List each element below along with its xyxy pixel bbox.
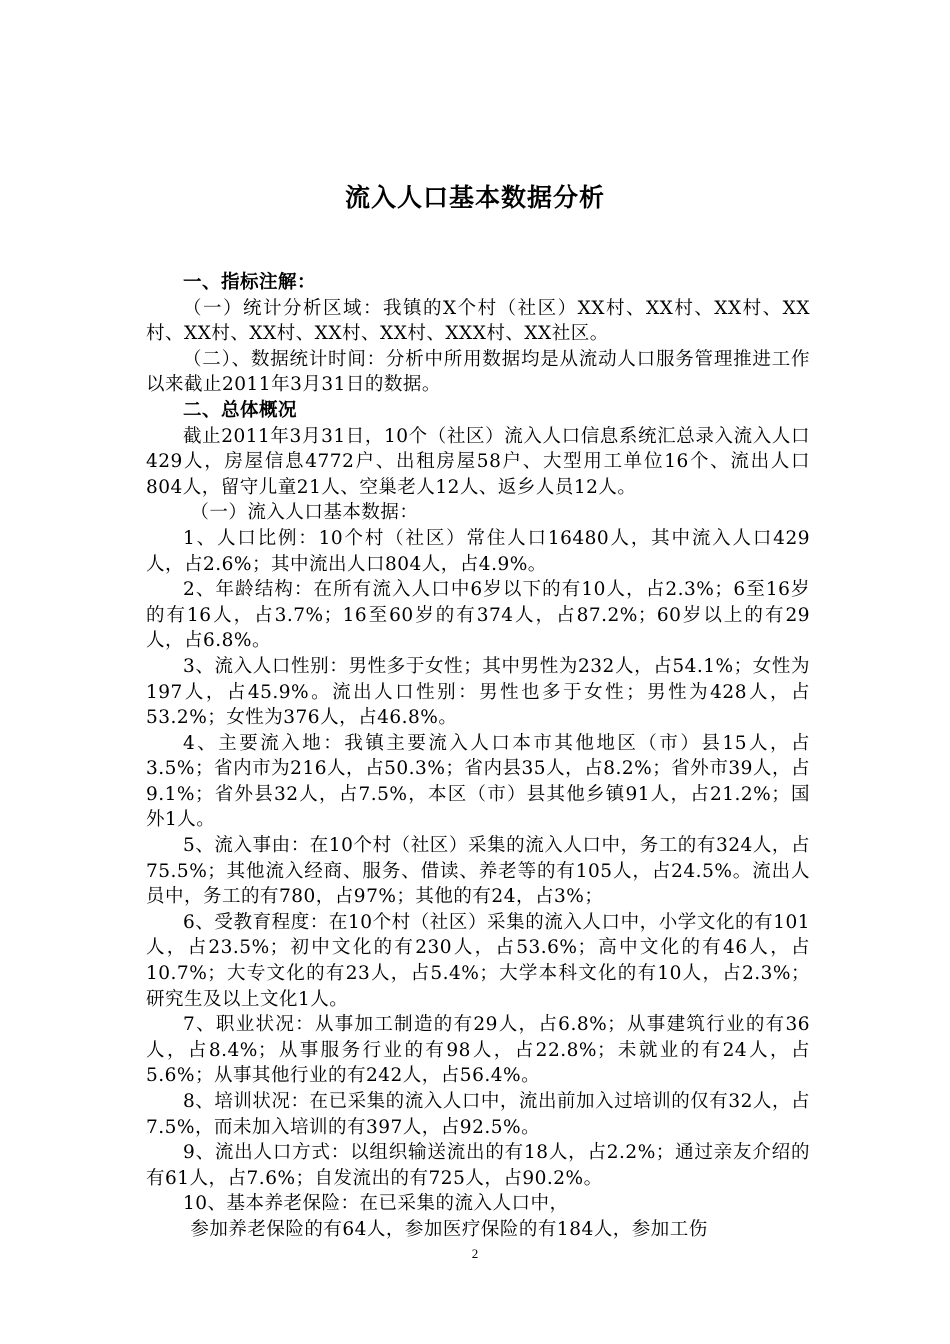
list-item-gender: 3、流入人口性别：男性多于女性；其中男性为232人，占54.1%；女性为197人，占45.9%。流出人口性别：男性也多于女性；男性为428人，占53.2%；女性为376人，占46.8%。 — [146, 655, 810, 729]
subheading-basic-data: （一）流入人口基本数据： — [190, 502, 419, 524]
list-item-training: 8、培训状况：在已采集的流入人口中，流出前加入过培训的仅有32人，占7.5%，而未加入培训的有397人，占92.5%。 — [146, 1091, 810, 1138]
list-item-origin: 4、主要流入地：我镇主要流入人口本市其他地区（市）县15人，占3.5%；省内市为216人，占50.3%；省内县35人，占8.2%；省外市39人，占9.1%；省外县32人，占7.5%，本区（市）县其他乡镇91人，占21.2%；国外1人。 — [146, 732, 810, 831]
list-item-population-ratio: 1、人口比例：10个村（社区）常住人口16480人，其中流入人口429人，占2.6%；其中流出人口804人，占4.9%。 — [146, 527, 810, 575]
section-heading-indicators: 一、指标注解： — [183, 272, 317, 293]
paragraph-overview: 截止2011年3月31日，10个（社区）流入人口信息系统汇总录入流入人口429人，房屋信息4772户、出租房屋58户、大型用工单位16个、流出人口804人，留守儿童21人、空巢老人12人、返乡人员12人。 — [146, 425, 810, 498]
list-item-education: 6、受教育程度：在10个村（社区）采集的流入人口中，小学文化的有101人，占23.5%；初中文化的有230人，占53.6%；高中文化的有46人，占10.7%；大专文化的有23人，占5.4%；大学本科文化的有10人，占2.3%；研究生及以上文化1人。 — [146, 911, 810, 1010]
list-item-reason: 5、流入事由：在10个村（社区）采集的流入人口中，务工的有324人，占75.5%；其他流入经商、服务、借读、养老等的有105人，占24.5%。流出人员中，务工的有780，占97%；其他的有24，占3%； — [146, 835, 810, 908]
document-title: 流入人口基本数据分析 — [344, 183, 605, 212]
page-number: 2 — [471, 1246, 479, 1261]
list-item-pension: 10、基本养老保险：在已采集的流入人口中， — [183, 1193, 569, 1215]
section-heading-overview: 二、总体概况 — [183, 399, 298, 421]
paragraph-stat-time: （二）、数据统计时间：分析中所用数据均是从流动人口服务管理推进工作以来截止2011年3月31日的数据。 — [146, 348, 810, 396]
document-body — [146, 270, 810, 1243]
list-item-age-structure: 2、年龄结构：在所有流入人口中6岁以下的有10人，占2.3%；6至16岁的有16人，占3.7%；16至60岁的有374人，占87.2%；60岁以上的有29人，占6.8%。 — [146, 579, 810, 652]
paragraph-pension-continued: 参加养老保险的有64人，参加医疗保险的有184人，参加工伤 — [190, 1218, 708, 1240]
paragraph-stat-area: （一）统计分析区域：我镇的X个村（社区）XX村、XX村、XX村、XX村、XX村、XX村、XX村、XX村、XXX村、XX社区。 — [146, 297, 810, 345]
list-item-occupation: 7、职业状况：从事加工制造的有29人，占6.8%；从事建筑行业的有36人，占8.4%；从事服务行业的有98人，占22.8%；未就业的有24人，占5.6%；从事其他行业的有242人，占56.4%。 — [146, 1014, 810, 1087]
list-item-outflow-method: 9、流出人口方式：以组织输送流出的有18人，占2.2%；通过亲友介绍的有61人，占7.6%；自发流出的有725人，占90.2%。 — [146, 1142, 810, 1189]
